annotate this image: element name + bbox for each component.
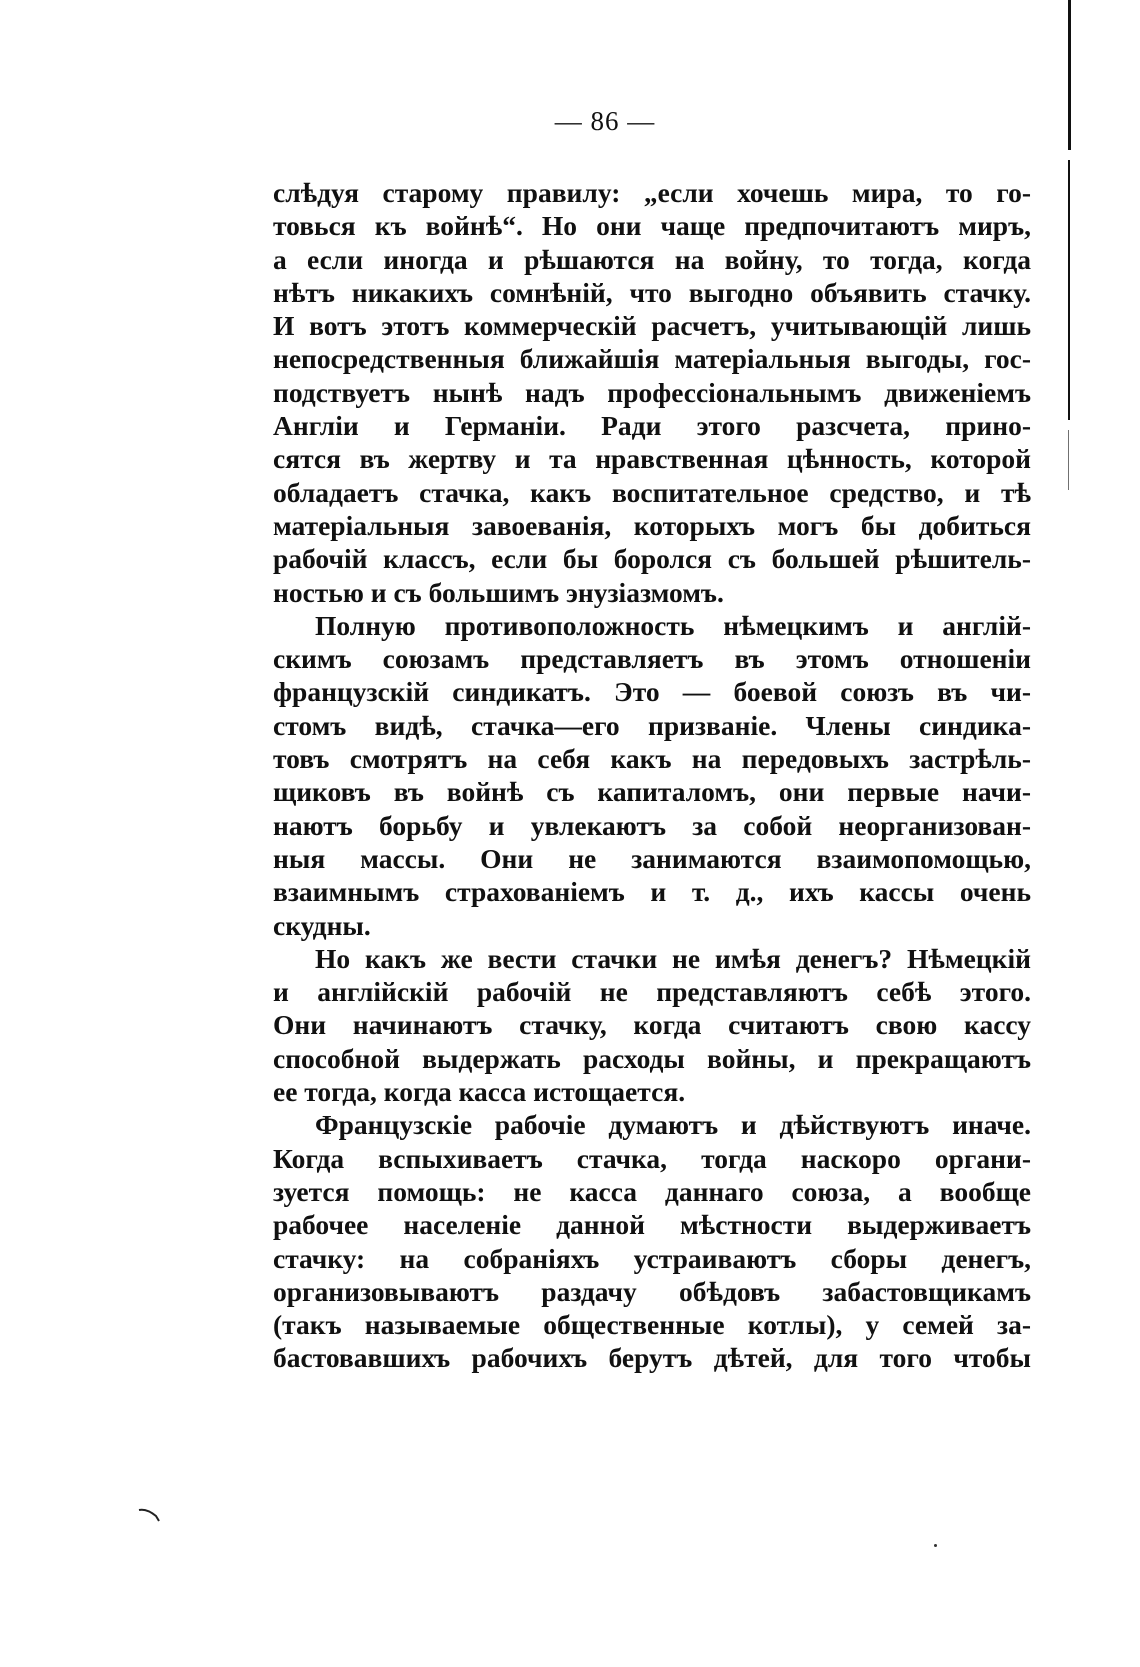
text-line: ныя массы. Они не занимаются взаимопомощью, [273, 842, 1031, 874]
text-line: щиковъ въ войнѣ съ капиталомъ, они первые начи- [273, 776, 1031, 808]
text-line: Французскіе рабочіе думаютъ и дѣйствуютъ иначе. [315, 1109, 1031, 1141]
text-line: а если иногда и рѣшаются на войну, то тогда, когда [273, 243, 1031, 275]
text-line: скимъ союзамъ представляетъ въ этомъ отношеніи [273, 643, 1031, 675]
text-line: рабочее населеніе данной мѣстности выдерживаетъ [273, 1209, 1031, 1241]
body-text [273, 176, 1031, 1375]
text-line: подствуетъ нынѣ надъ профессіональнымъ движеніемъ [273, 376, 1031, 408]
text-line: сятся въ жертву и та нравственная цѣнность, которой [273, 443, 1031, 475]
ink-mark [138, 1508, 160, 1522]
text-line: (такъ называемые общественные котлы), у семей за- [273, 1309, 1031, 1341]
text-line: ностью и съ большимъ энузіазмомъ. [273, 576, 724, 608]
text-line: обладаетъ стачка, какъ воспитательное средство, и тѣ [273, 476, 1031, 508]
text-line: взаимнымъ страхованіемъ и т. д., ихъ кассы очень [273, 876, 1031, 908]
scan-edge-line [1068, 160, 1070, 420]
text-line: нѣтъ никакихъ сомнѣній, что выгодно объявить стачку. [273, 276, 1031, 308]
page-number: — 86 — [554, 106, 656, 136]
text-line: непосредственныя ближайшія матеріальныя выгоды, гос- [273, 343, 1031, 375]
text-line: Они начинаютъ стачку, когда считаютъ свою кассу [273, 1009, 1031, 1041]
text-line: товься къ войнѣ“. Но они чаще предпочитаютъ миръ, [273, 210, 1031, 242]
text-line: И вотъ этотъ коммерческій расчетъ, учитывающій лишь [273, 310, 1031, 342]
text-line: скудны. [273, 909, 371, 941]
text-line: зуется помощь: не касса даннаго союза, а вообще [273, 1175, 1031, 1207]
dust-speck [934, 1544, 937, 1547]
text-line: рабочій классъ, если бы боролся съ большей рѣшитель- [273, 543, 1031, 575]
text-line: французскій синдикатъ. Это — боевой союзъ въ чи- [273, 676, 1031, 708]
text-line: матеріальныя завоеванія, которыхъ могъ бы добиться [273, 509, 1031, 541]
text-line: слѣдуя старому правилу: „если хочешь мира, то го- [273, 177, 1031, 208]
text-line: Полную противоположность нѣмецкимъ и англій- [315, 609, 1031, 641]
text-line: наютъ борьбу и увлекаютъ за собой неорганизован- [273, 809, 1031, 841]
text-line: ее тогда, когда касса истощается. [273, 1076, 686, 1108]
text-line: Когда вспыхиваетъ стачка, тогда наскоро органи- [273, 1142, 1031, 1174]
scan-edge-line [1068, 430, 1069, 490]
text-line: способной выдержать расходы войны, и прекращаютъ [273, 1042, 1031, 1074]
text-line: Но какъ же вести стачки не имѣя денегъ? Нѣмецкій [315, 942, 1031, 974]
text-line: стомъ видѣ, стачка—его призваніе. Члены синдика- [273, 709, 1031, 741]
text-line: стачку: на собраніяхъ устраиваютъ сборы денегъ, [273, 1242, 1031, 1274]
text-line: товъ смотрятъ на себя какъ на передовыхъ застрѣль- [273, 743, 1031, 775]
text-line: бастовавшихъ рабочихъ берутъ дѣтей, для того чтобы [273, 1342, 1031, 1374]
text-line: Англіи и Германіи. Ради этого разсчета, прино- [273, 410, 1031, 442]
text-line: и англійскій рабочій не представляютъ себѣ этого. [273, 976, 1031, 1008]
text-line: организовываютъ раздачу обѣдовъ забастовщикамъ [273, 1275, 1031, 1307]
